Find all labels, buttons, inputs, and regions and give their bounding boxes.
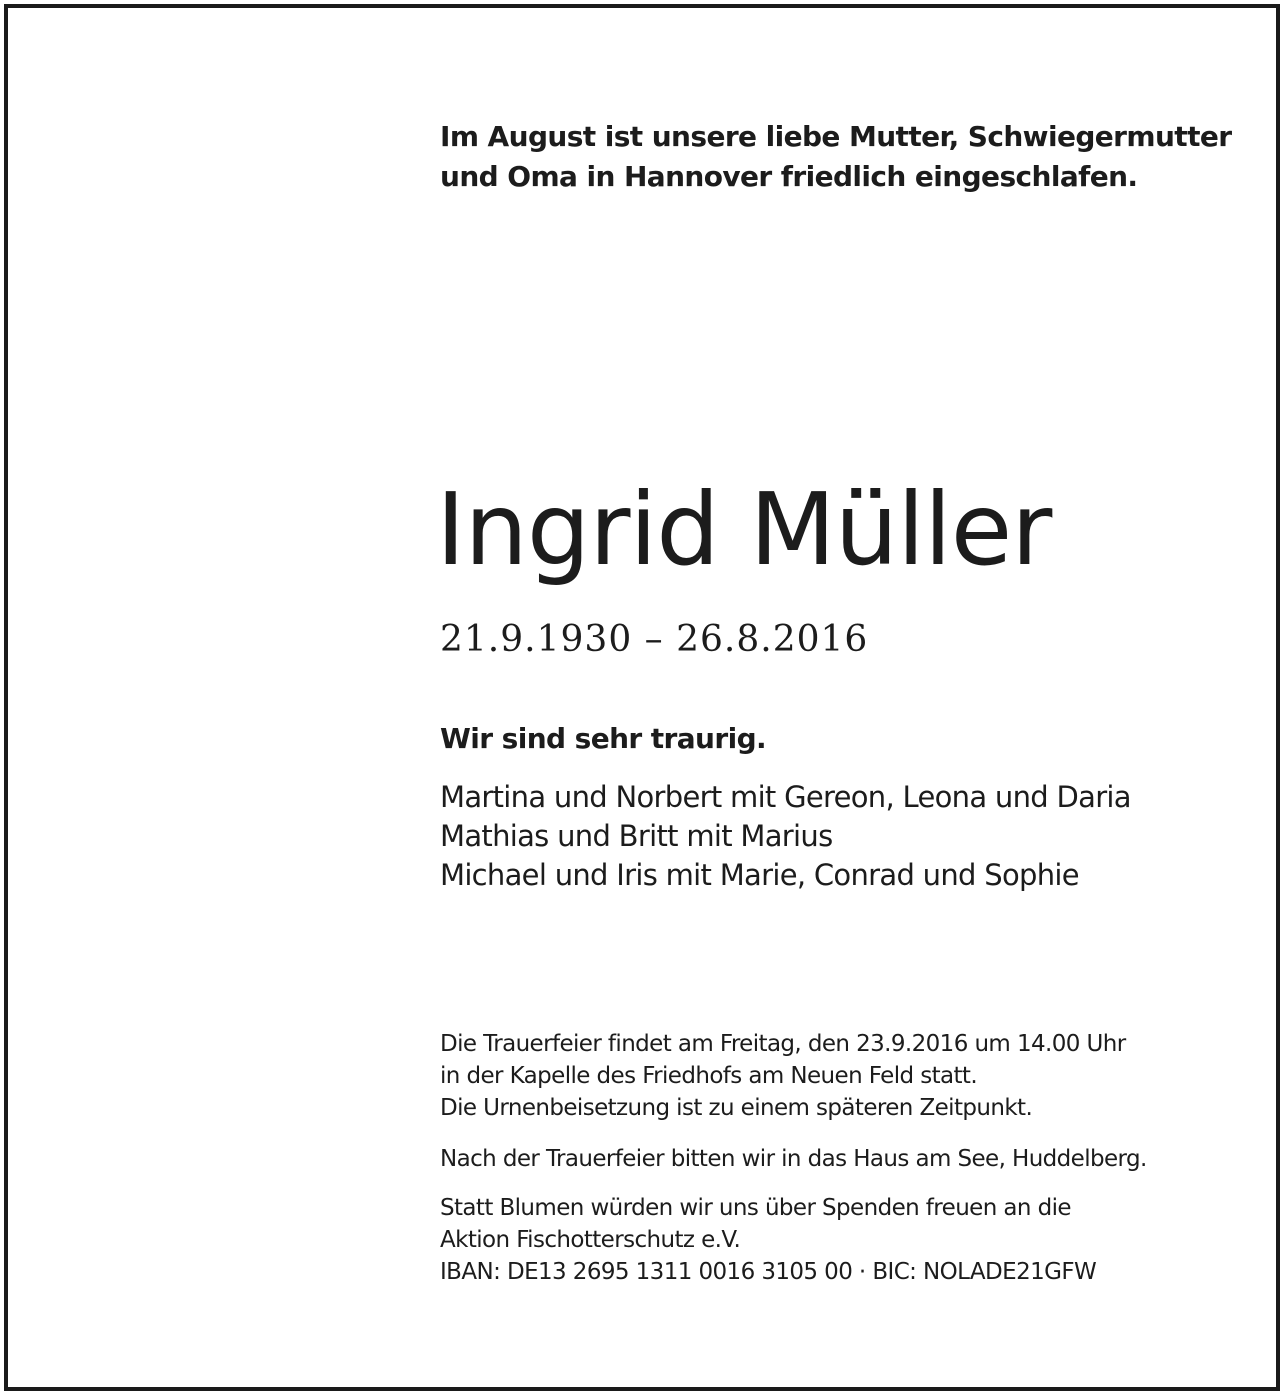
intro-line: Im August ist unsere liebe Mutter, Schwiegermutter xyxy=(440,120,1232,153)
life-dates: 21.9.1930 – 26.8.2016 xyxy=(440,619,869,660)
notice-border xyxy=(4,4,1280,1391)
donation-line: Statt Blumen würden wir uns über Spenden freuen an die xyxy=(440,1195,1071,1221)
family-list xyxy=(440,778,1131,895)
deceased-name: Ingrid Müller xyxy=(436,471,1052,588)
ceremony-line: Die Urnenbeisetzung ist zu einem späteren Zeitpunkt. xyxy=(440,1095,1033,1121)
reception-info xyxy=(440,1143,1147,1175)
donation-info xyxy=(440,1192,1096,1288)
ceremony-line: in der Kapelle des Friedhofs am Neuen Feld statt. xyxy=(440,1063,978,1089)
intro-text xyxy=(440,117,1231,197)
ceremony-line: Die Trauerfeier findet am Freitag, den 23.9.2016 um 14.00 Uhr xyxy=(440,1031,1126,1057)
bank-details: IBAN: DE13 2695 1311 0016 3105 00 · BIC: NOLADE21GFW xyxy=(440,1259,1097,1285)
grief-statement: Wir sind sehr traurig. xyxy=(440,722,767,755)
ceremony-info xyxy=(440,1028,1126,1124)
intro-line: und Oma in Hannover friedlich eingeschlafen. xyxy=(440,160,1138,193)
family-line: Michael und Iris mit Marie, Conrad und Sophie xyxy=(440,858,1079,892)
donation-line: Aktion Fischotterschutz e.V. xyxy=(440,1227,741,1253)
reception-line: Nach der Trauerfeier bitten wir in das Haus am See, Huddelberg. xyxy=(440,1146,1147,1172)
family-line: Martina und Norbert mit Gereon, Leona und Daria xyxy=(440,780,1131,814)
family-line: Mathias und Britt mit Marius xyxy=(440,819,833,853)
